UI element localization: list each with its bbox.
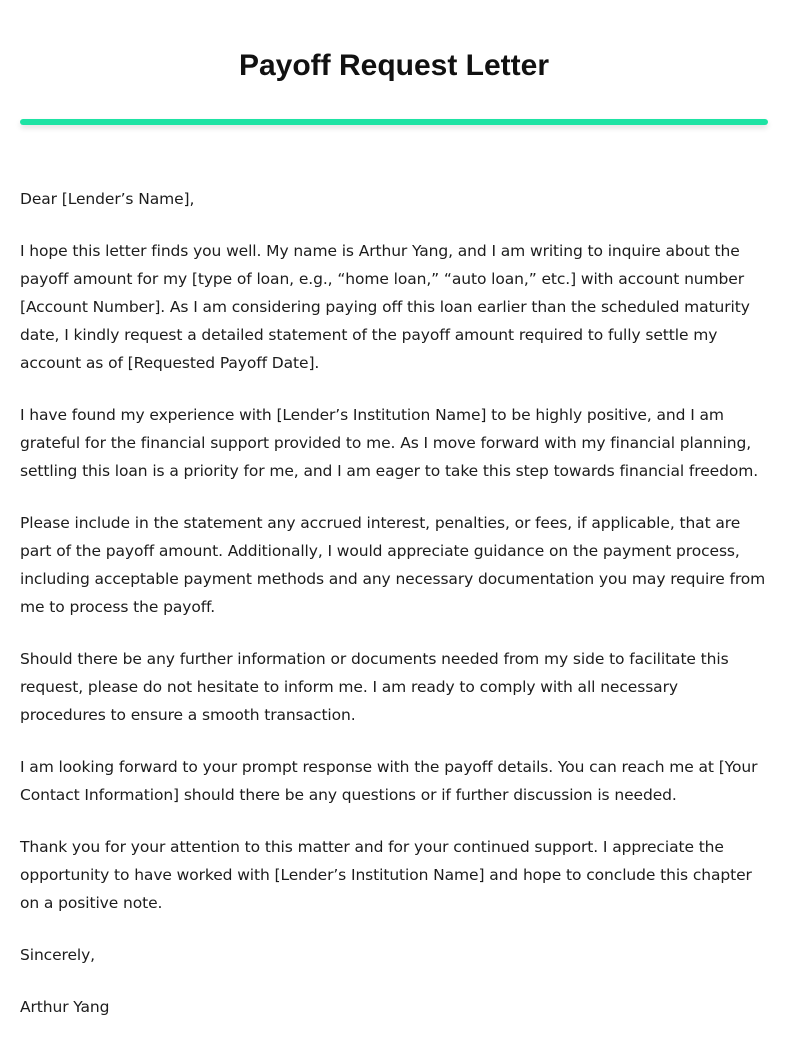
closing: Sincerely,: [20, 946, 96, 964]
paragraph-intro: I hope this letter finds you well. My name is Arthur Yang, and I am writing to inquire about the payoff amount for my [type of loan, e.g., “home loan,” “auto loan,” etc.] with account number [Account Number]. As I am considering paying off this loan earlier than the scheduled maturity date, I kindly request a detailed statement of the payoff amount required to fully settle my account as of [Requested Payoff Date].: [20, 242, 750, 372]
paragraph-experience: I have found my experience with [Lender’s Institution Name] to be highly positive, and I am grateful for the financial support provided to me. As I move forward with my financial planning, settling this loan is a priority for me, and I am eager to take this step towards financial freedom.: [20, 406, 759, 480]
paragraph-thanks: Thank you for your attention to this matter and for your continued support. I appreciate the opportunity to have worked with [Lender’s Institution Name] and hope to conclude this chapter on a positive note.: [20, 838, 752, 912]
page-title: Payoff Request Letter: [238, 49, 550, 82]
paragraph-contact: I am looking forward to your prompt response with the payoff details. You can reach me at [Your Contact Information] should there be any questions or if further discussion is needed.: [20, 758, 758, 804]
paragraph-further-info: Should there be any further information or documents needed from my side to facilitate this request, please do not hesitate to inform me. I am ready to comply with all necessary procedures to ensure a smooth transaction.: [20, 650, 729, 724]
letter-body: [20, 185, 768, 1045]
salutation: Dear [Lender’s Name],: [20, 190, 195, 208]
title-divider: [20, 119, 768, 125]
signature: Arthur Yang: [20, 998, 110, 1016]
paragraph-statement-details: Please include in the statement any accrued interest, penalties, or fees, if applicable, that are part of the payoff amount. Additionally, I would appreciate guidance on the payment process, including acceptable payment methods and any necessary documentation you may require from me to process the payoff.: [20, 514, 766, 616]
